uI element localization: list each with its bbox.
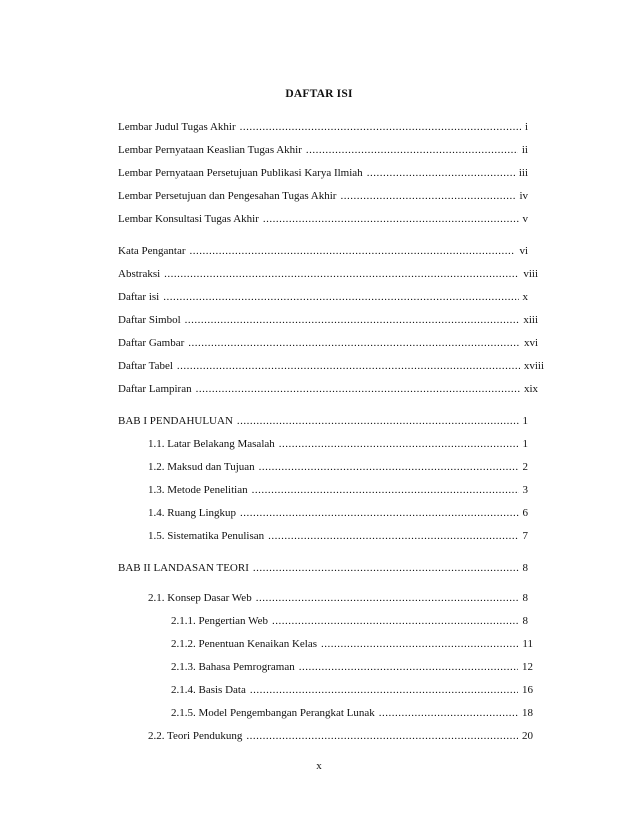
toc-entry-label: 2.1.1. Pengertian Web	[171, 615, 268, 627]
toc-leader-dots	[252, 483, 519, 497]
toc-entry[interactable]	[118, 143, 528, 157]
toc-leader-dots	[272, 614, 519, 628]
toc-entry-label: 1.5. Sistematika Penulisan	[148, 530, 265, 542]
toc-entry[interactable]	[118, 561, 528, 575]
toc-entry-label: BAB II LANDASAN TEORI	[118, 562, 249, 574]
toc-entry-page: 16	[522, 684, 533, 696]
toc-entry[interactable]	[118, 313, 538, 327]
toc-entry-page: 1	[522, 438, 528, 450]
toc-entry-page: xix	[523, 383, 538, 395]
toc-entry[interactable]	[148, 437, 528, 451]
toc-entry-label: 2.2. Teori Pendukung	[148, 730, 243, 742]
toc-entry-page: i	[524, 121, 528, 133]
toc-entry-label: 1.2. Maksud dan Tujuan	[148, 461, 255, 473]
toc-leader-dots	[340, 189, 515, 203]
toc-leader-dots	[306, 143, 518, 157]
toc-entry-label: Lembar Konsultasi Tugas Akhir	[118, 213, 259, 225]
toc-entry[interactable]	[148, 529, 528, 543]
toc-entry-page: iv	[519, 190, 528, 202]
toc-entry[interactable]	[118, 212, 528, 226]
toc-entry-label: 2.1. Konsep Dasar Web	[148, 592, 252, 604]
toc-entry[interactable]	[118, 290, 528, 304]
toc-entry-page: iii	[518, 167, 528, 179]
page-title: DAFTAR ISI	[285, 88, 353, 100]
toc-leader-dots	[196, 382, 520, 396]
toc-entry[interactable]	[148, 506, 528, 520]
toc-entry-label: 1.4. Ruang Lingkup	[148, 507, 236, 519]
toc-entry-page: xvi	[523, 337, 538, 349]
toc-leader-dots	[240, 506, 519, 520]
toc-entry-label: BAB I PENDAHULUAN	[118, 415, 233, 427]
toc-entry-label: 1.3. Metode Penelitian	[148, 484, 248, 496]
toc-entry[interactable]	[118, 267, 538, 281]
toc-entry-page: viii	[523, 268, 538, 280]
toc-entry-label: Kata Pengantar	[118, 245, 186, 257]
toc-entry-page: 2	[522, 461, 528, 473]
toc-leader-dots	[268, 529, 518, 543]
toc-entry-label: Daftar isi	[118, 291, 160, 303]
toc-leader-dots	[253, 561, 519, 575]
toc-entry-page: x	[522, 291, 528, 303]
toc-entry-page: ii	[521, 144, 528, 156]
toc-entry[interactable]	[118, 336, 538, 350]
toc-leader-dots	[367, 166, 515, 180]
toc-entry[interactable]	[118, 189, 528, 203]
toc-entry-page: 18	[522, 707, 533, 719]
toc-leader-dots	[237, 414, 519, 428]
toc-entry-page: 8	[522, 592, 528, 604]
toc-entry[interactable]	[171, 614, 528, 628]
toc-leader-dots	[240, 120, 521, 134]
toc-entry[interactable]	[148, 483, 528, 497]
toc-entry[interactable]	[118, 359, 544, 373]
toc-entry-page: xviii	[523, 360, 544, 372]
toc-leader-dots	[163, 290, 518, 304]
toc-entry-page: 12	[522, 661, 533, 673]
toc-leader-dots	[188, 336, 520, 350]
toc-entry[interactable]	[171, 660, 533, 674]
toc-entry-label: 2.1.4. Basis Data	[171, 684, 246, 696]
toc-entry-page: 3	[522, 484, 528, 496]
toc-entry-label: Daftar Lampiran	[118, 383, 192, 395]
toc-entry-label: Abstraksi	[118, 268, 161, 280]
page-number: x	[316, 760, 322, 772]
toc-entry-label: Daftar Simbol	[118, 314, 181, 326]
toc-entry[interactable]	[118, 120, 528, 134]
toc-entry-page: 7	[522, 530, 528, 542]
toc-entry-label: Lembar Persetujuan dan Pengesahan Tugas Akhir	[118, 190, 337, 202]
toc-entry[interactable]	[148, 591, 528, 605]
toc-leader-dots	[250, 683, 518, 697]
toc-leader-dots	[164, 267, 519, 281]
toc-entry-label: Lembar Pernyataan Persetujuan Publikasi Karya Ilmiah	[118, 167, 363, 179]
toc-entry[interactable]	[171, 637, 533, 651]
toc-leader-dots	[177, 359, 520, 373]
toc-entry[interactable]	[148, 729, 533, 743]
toc-entry[interactable]	[118, 244, 528, 258]
toc-leader-dots	[299, 660, 518, 674]
toc-entry-page: 8	[522, 615, 528, 627]
toc-entry-label: 2.1.2. Penentuan Kenaikan Kelas	[171, 638, 318, 650]
toc-leader-dots	[185, 313, 520, 327]
toc-entry-page: vi	[519, 245, 528, 257]
toc-entry-label: Daftar Tabel	[118, 360, 173, 372]
toc-entry-page: v	[522, 213, 528, 225]
toc-leader-dots	[256, 591, 519, 605]
toc-leader-dots	[190, 244, 516, 258]
toc-entry-page: xiii	[523, 314, 538, 326]
toc-entry-page: 6	[522, 507, 528, 519]
toc-entry[interactable]	[171, 683, 533, 697]
toc-entry-page: 1	[522, 415, 528, 427]
toc-entry[interactable]	[171, 706, 533, 720]
toc-leader-dots	[246, 729, 518, 743]
toc-entry[interactable]	[118, 382, 538, 396]
toc-entry-page: 8	[522, 562, 528, 574]
toc-entry-label: Lembar Pernyataan Keaslian Tugas Akhir	[118, 144, 302, 156]
toc-entry[interactable]	[118, 414, 528, 428]
toc-entry-label: 2.1.5. Model Pengembangan Perangkat Lunak	[171, 707, 375, 719]
toc-entry-page: 11	[522, 638, 533, 650]
toc-entry-label: 2.1.3. Bahasa Pemrograman	[171, 661, 295, 673]
toc-entry-label: Daftar Gambar	[118, 337, 185, 349]
toc-entry[interactable]	[148, 460, 528, 474]
toc-entry-label: Lembar Judul Tugas Akhir	[118, 121, 236, 133]
toc-leader-dots	[259, 460, 519, 474]
toc-entry-page: 20	[522, 730, 533, 742]
toc-leader-dots	[279, 437, 519, 451]
toc-entry-label: 1.1. Latar Belakang Masalah	[148, 438, 275, 450]
toc-leader-dots	[379, 706, 518, 720]
toc-entry[interactable]	[118, 166, 528, 180]
toc-leader-dots	[263, 212, 519, 226]
toc-leader-dots	[321, 637, 518, 651]
